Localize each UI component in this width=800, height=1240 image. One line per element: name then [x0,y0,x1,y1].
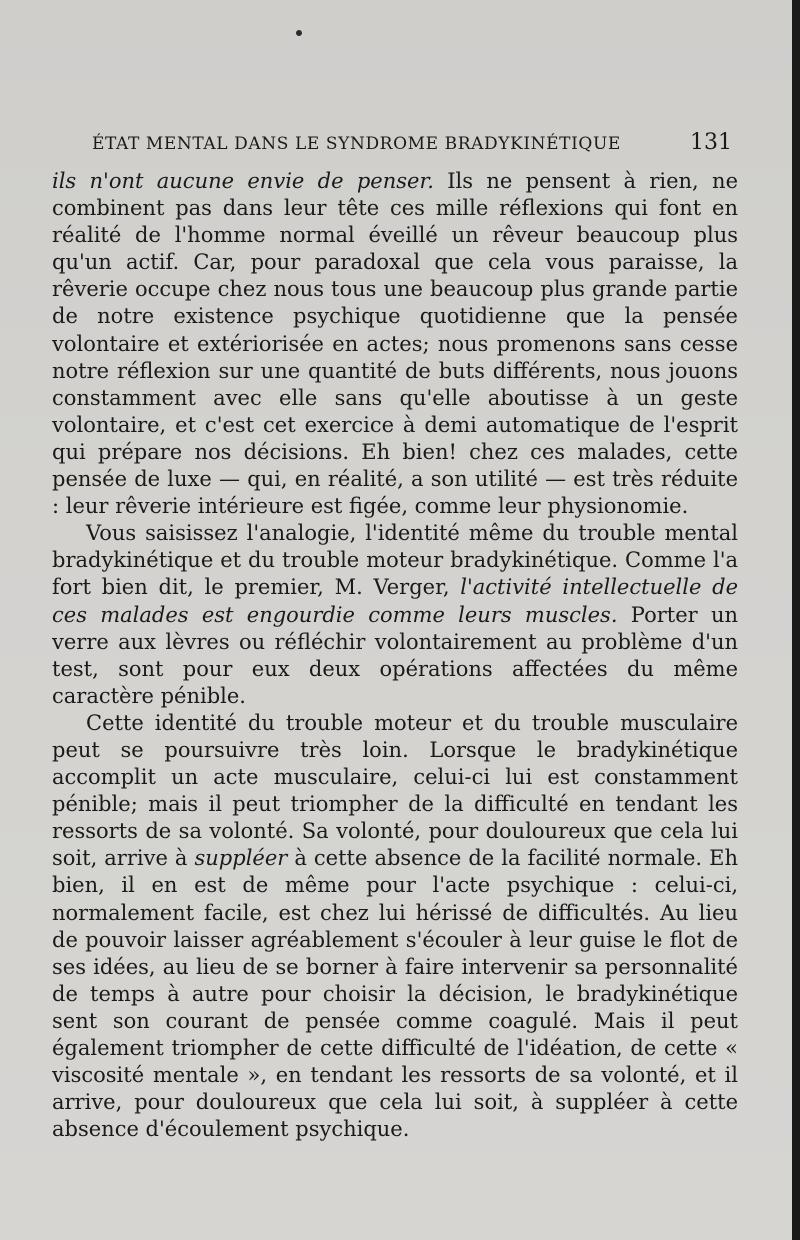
paragraph-2 [52,520,738,710]
scan-edge [792,0,800,1240]
paragraph-3 [52,710,738,1144]
text-run-italic: l'activité intellectuelle de ces malades est engourdie comme leurs muscles. [52,575,739,627]
paragraph-1 [52,168,738,520]
body-text [52,168,738,1143]
text-run: Cette identité du trouble moteur et du trouble musculaire peut se poursuivre très loin. Lorsque le bradykinétique accomplit un acte musculaire, celui-ci lui est constamment pénible; mais il peut triompher de la difficulté en tendant les ressorts de sa volonté. Sa volonté, pour douloureux que cela lui soit, arrive à [52,710,738,871]
text-run: Porter un verre aux lèvres ou réfléchir volontairement au problème d'un test, sont pour eux deux opérations affectées du même caractère pénible. [52,602,738,708]
ink-speck [296,30,302,36]
text-run: Vous saisissez l'analogie, l'identité même du trouble mental bradykinétique et du trouble moteur bradykinétique. Comme l'a fort bien dit, le premier, M. Verger, [52,521,738,600]
text-run: Ils ne pensent à rien, ne combinent pas dans leur tête ces mille réflexions qui font en réalité de l'homme normal éveillé un rêveur beaucoup plus qu'un actif. Car, pour paradoxal que cela vous paraisse, la rêverie occupe chez nous tous une beaucoup plus grande partie de notre existence psychique quotidienne que la pensée volontaire et extériorisée en actes; nous promenons sans cesse notre réflexion sur une quantité de buts différents, nous jouons constamment avec elle sans qu'elle aboutisse à un geste volontaire, et c'est cet exercice à demi automatique de l'esprit qui prépare nos décisions. Eh bien! chez ces malades, cette pensée de luxe — qui, en réalité, a son utilité — est très réduite : leur rêverie intérieure est figée, comme leur physionomie. [52,169,738,519]
text-run-italic: ils n'ont aucune envie de penser. [52,169,434,193]
text-run: à cette absence de la facilité normale. Eh bien, il en est de même pour l'acte psychique : celui-ci, normalement facile, est chez lui hérissé de difficultés. Au lieu de pouvoir laisser agréablement s'écouler à leur guise le flot de ses idées, au lieu de se borner à faire intervenir sa personnalité de temps à autre pour choisir la décision, le bradykinétique sent son courant de pensée comme coagulé. Mais il peut également triompher de cette difficulté de l'idéation, de cette « viscosité mentale », en tendant les ressorts de sa volonté, et il arrive, pour douloureux que cela lui soit, à suppléer à cette absence d'écoulement psychique. [52,846,738,1142]
text-run-italic: suppléer [194,846,288,871]
running-title: ÉTAT MENTAL DANS LE SYNDROME BRADYKINÉTIQUE [92,134,621,154]
page-number: 131 [690,130,732,155]
